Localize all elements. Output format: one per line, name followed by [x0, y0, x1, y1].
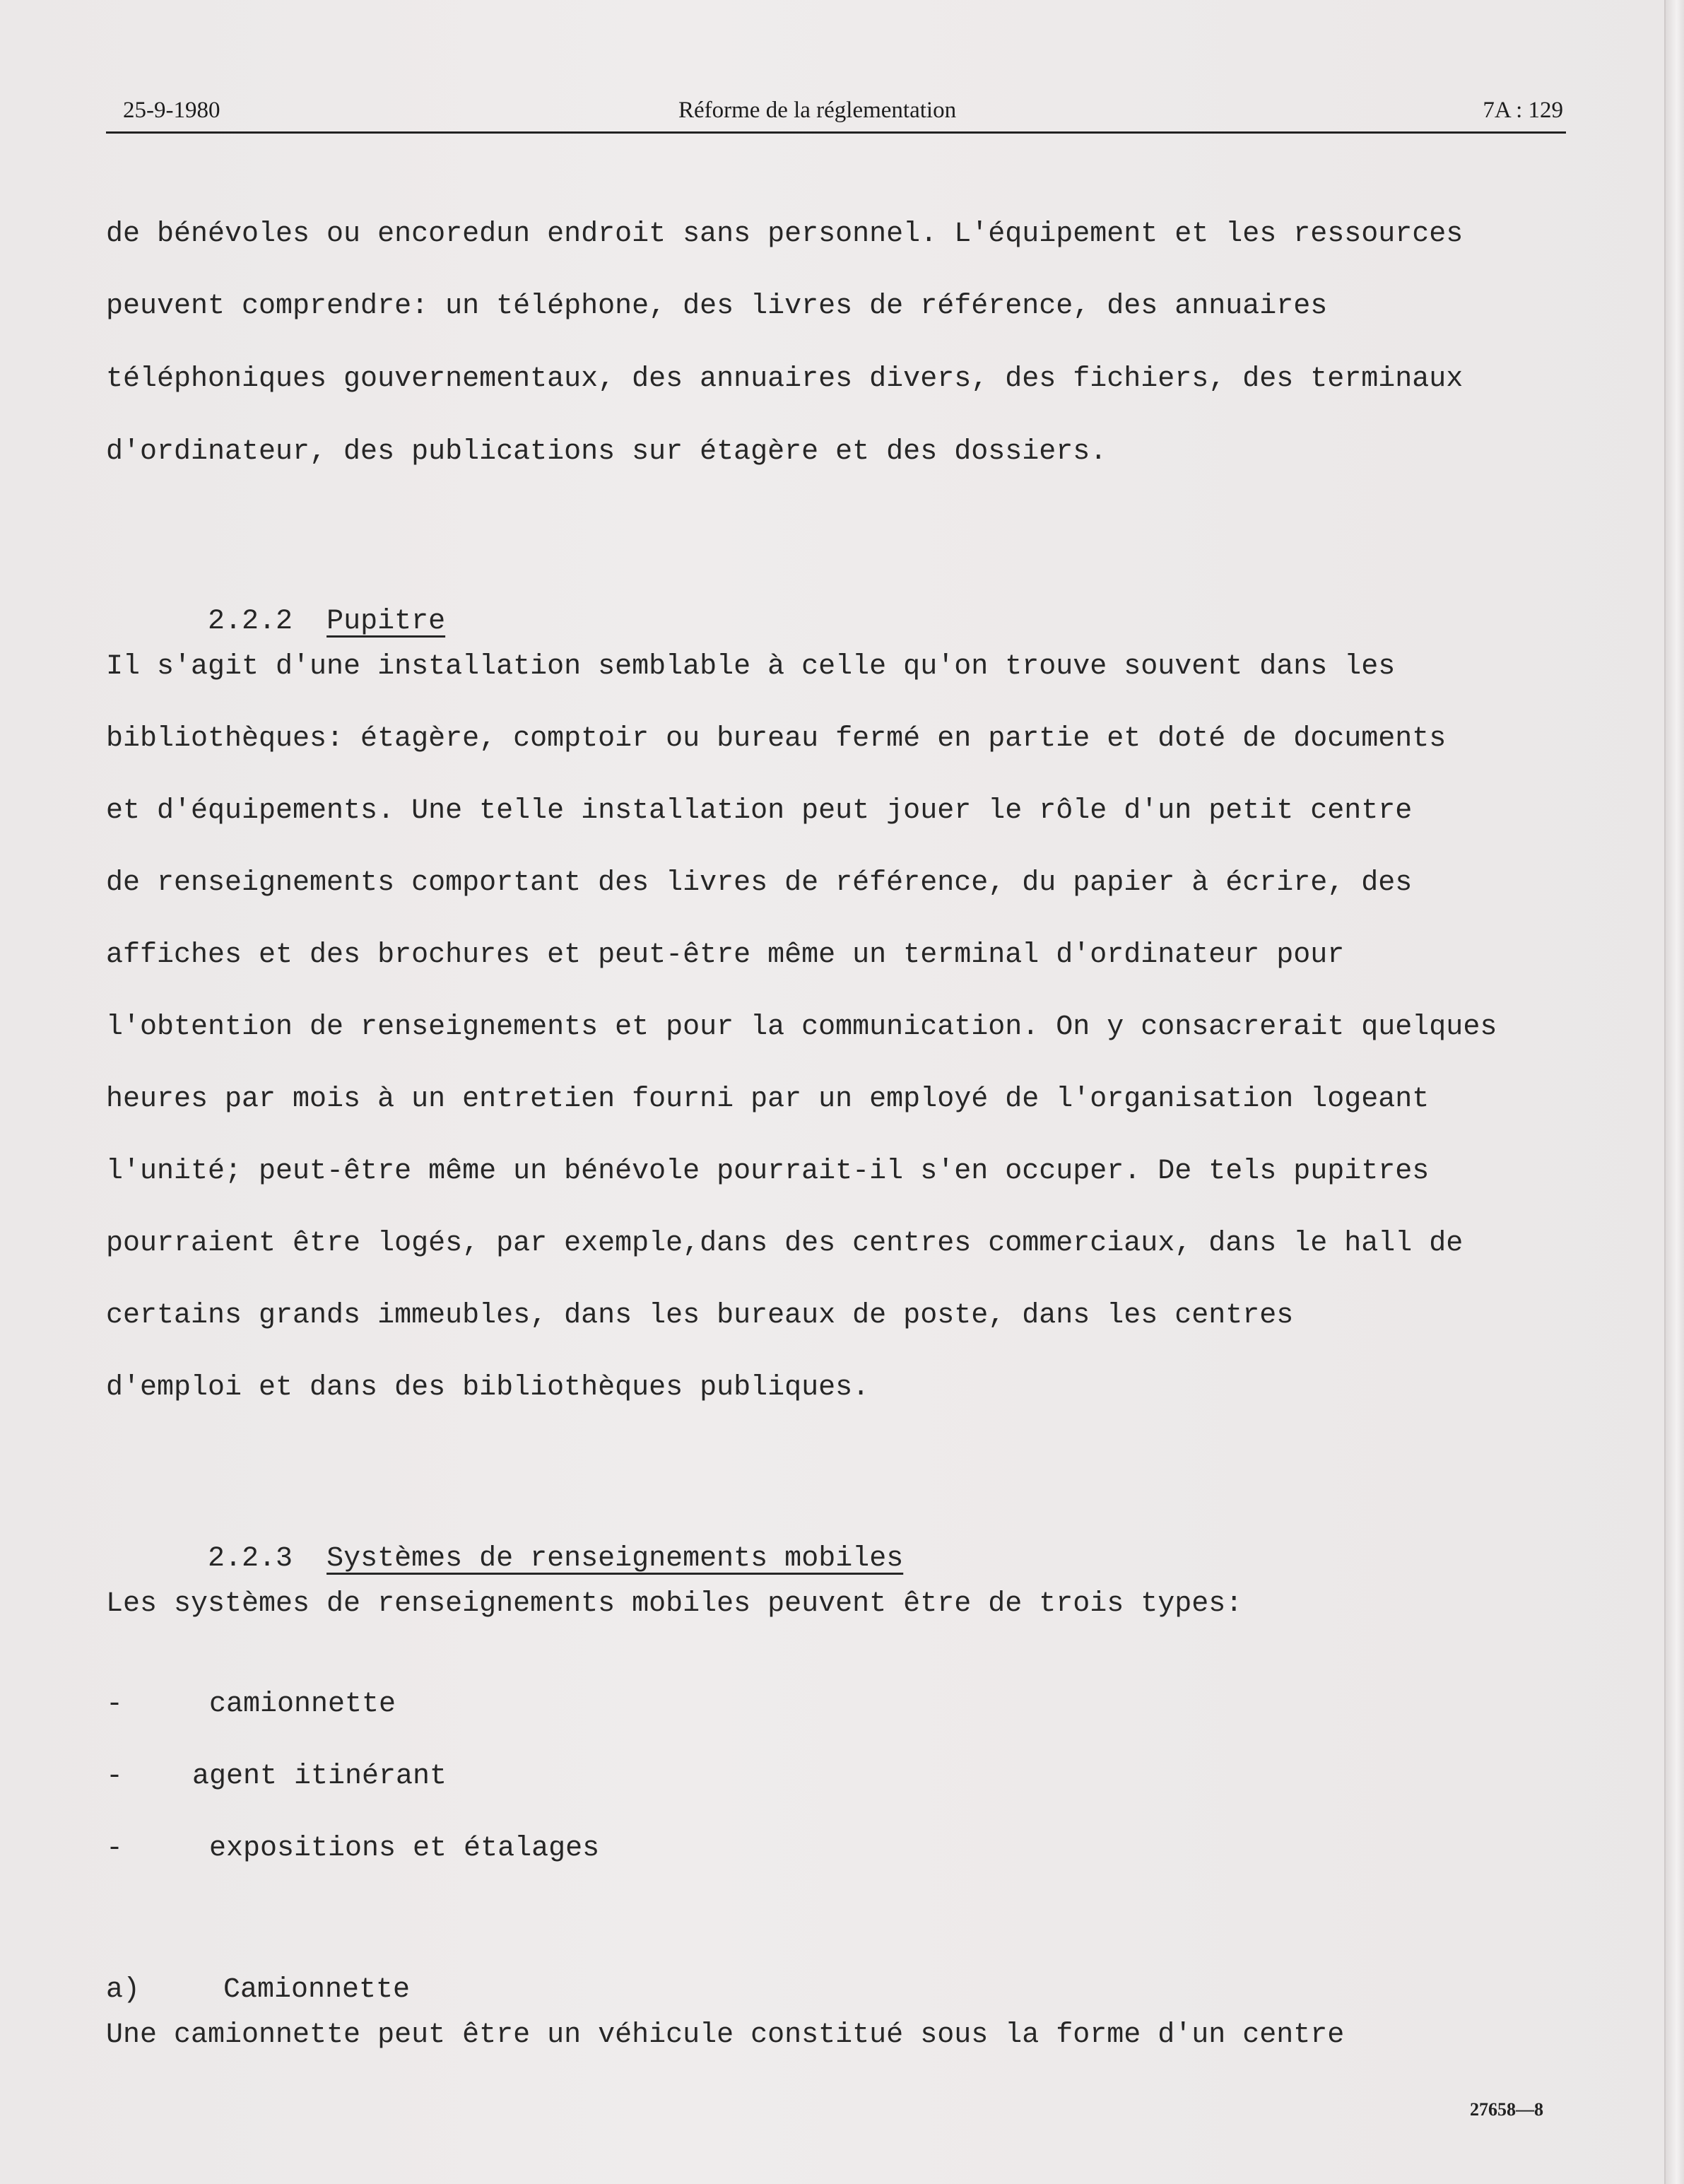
list-bullet: - — [106, 1689, 124, 1720]
paragraph-line: Les systèmes de renseignements mobiles peuvent être de trois types: — [106, 1588, 1243, 1620]
section-title: Systèmes de renseignements mobiles — [326, 1543, 904, 1575]
list-text: camionnette — [209, 1689, 396, 1720]
paragraph-line: et d'équipements. Une telle installation peut jouer le rôle d'un petit centre — [106, 795, 1413, 827]
paragraph-line: heures par mois à un entretien fourni par un employé de l'organisation logeant — [106, 1084, 1430, 1115]
paragraph-line: Il s'agit d'une installation semblable à celle qu'on trouve souvent dans les — [106, 651, 1396, 683]
header-page-number: 7A : 129 — [1483, 98, 1563, 123]
list-bullet: - — [106, 1761, 124, 1792]
footer-code: 27658—8 — [1470, 2099, 1543, 2120]
running-header — [106, 96, 1566, 134]
paragraph-line: affiches et des brochures et peut-être même un terminal d'ordinateur pour — [106, 939, 1345, 971]
page-edge — [1664, 0, 1684, 2184]
section-number: 2.2.2 — [208, 606, 293, 638]
paragraph-line: bibliothèques: étagère, comptoir ou bureau fermé en partie et doté de documents — [106, 723, 1447, 755]
paragraph-line: l'obtention de renseignements et pour la communication. On y consacrerait quelques — [106, 1011, 1497, 1043]
paragraph-line: d'emploi et dans des bibliothèques publiques. — [106, 1372, 870, 1404]
paragraph-line: de bénévoles ou encoredun endroit sans personnel. L'équipement et les ressources — [106, 218, 1464, 250]
section-title: Pupitre — [326, 606, 446, 638]
paragraph-line: d'ordinateur, des publications sur étagère et des dossiers. — [106, 436, 1107, 468]
paragraph-line: Une camionnette peut être un véhicule constitué sous la forme d'un centre — [106, 2019, 1345, 2051]
paragraph-line: certains grands immeubles, dans les bureaux de poste, dans les centres — [106, 1300, 1294, 1332]
paragraph-line: l'unité; peut-être même un bénévole pourrait-il s'en occuper. De tels pupitres — [106, 1156, 1430, 1187]
list-text: expositions et étalages — [209, 1833, 600, 1865]
header-date: 25-9-1980 — [123, 98, 220, 123]
list-bullet: - — [106, 1833, 124, 1865]
list-item — [106, 1807, 600, 1891]
subsection-label: a) — [106, 1974, 141, 2006]
subsection-title: Camionnette — [223, 1974, 411, 2006]
list-text: agent itinérant — [192, 1761, 447, 1792]
paragraph-line: pourraient être logés, par exemple,dans des centres commerciaux, dans le hall de — [106, 1228, 1464, 1260]
section-number: 2.2.3 — [208, 1543, 293, 1575]
header-title: Réforme de la réglementation — [678, 98, 957, 123]
paragraph-line: de renseignements comportant des livres de référence, du papier à écrire, des — [106, 867, 1413, 899]
paragraph-line: téléphoniques gouvernementaux, des annuaires divers, des fichiers, des terminaux — [106, 363, 1464, 395]
paragraph-line: peuvent comprendre: un téléphone, des livres de référence, des annuaires — [106, 290, 1328, 322]
